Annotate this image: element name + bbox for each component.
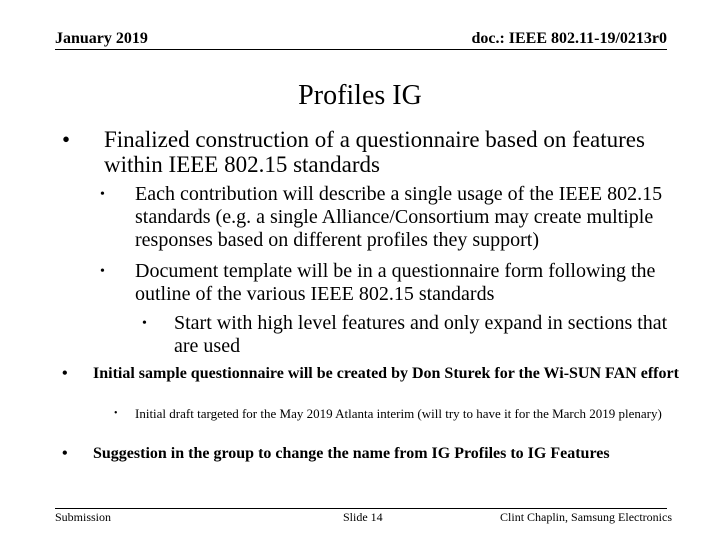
bullet-marker: •	[62, 445, 68, 462]
slide-title: Profiles IG	[298, 80, 422, 111]
footer-submission: Submission	[55, 510, 112, 524]
bullet-marker: •	[62, 365, 68, 382]
bullet-text-level3: Start with high level features and only expand in sections that are used	[174, 312, 668, 357]
bullet-text-level2: Each contribution will describe a single usage of the IEEE 802.15 standards (e.g. a single Alliance/Consortium may create multiple responses based on different profiles they support)	[135, 183, 663, 251]
footer-rule	[55, 508, 667, 509]
header-rule	[55, 49, 667, 50]
bullet-marker: •	[114, 408, 118, 419]
bullet-text-small: Initial draft targeted for the May 2019 Atlanta interim (will try to have it for the March 2019 plenary)	[135, 406, 662, 421]
header-doc-id: doc.: IEEE 802.11-19/0213r0	[471, 30, 667, 47]
bullet-text-level2: Document template will be in a questionnaire form following the outline of the various IEEE 802.15 standards	[135, 260, 656, 305]
bullet-text-level1: Finalized construction of a questionnaire based on features within IEEE 802.15 standards	[104, 127, 645, 177]
header-date: January 2019	[55, 30, 148, 47]
bullet-text-bold: Suggestion in the group to change the name from IG Profiles to IG Features	[93, 445, 610, 462]
bullet-marker: •	[142, 316, 147, 331]
footer-slide-number: Slide 14	[343, 510, 383, 524]
bullet-marker: •	[62, 127, 71, 152]
bullet-marker: •	[100, 187, 105, 202]
bullet-marker: •	[100, 264, 105, 279]
footer-author: Clint Chaplin, Samsung Electronics	[500, 510, 672, 524]
bullet-text-bold: Initial sample questionnaire will be created by Don Sturek for the Wi-SUN FAN effort	[93, 365, 679, 382]
